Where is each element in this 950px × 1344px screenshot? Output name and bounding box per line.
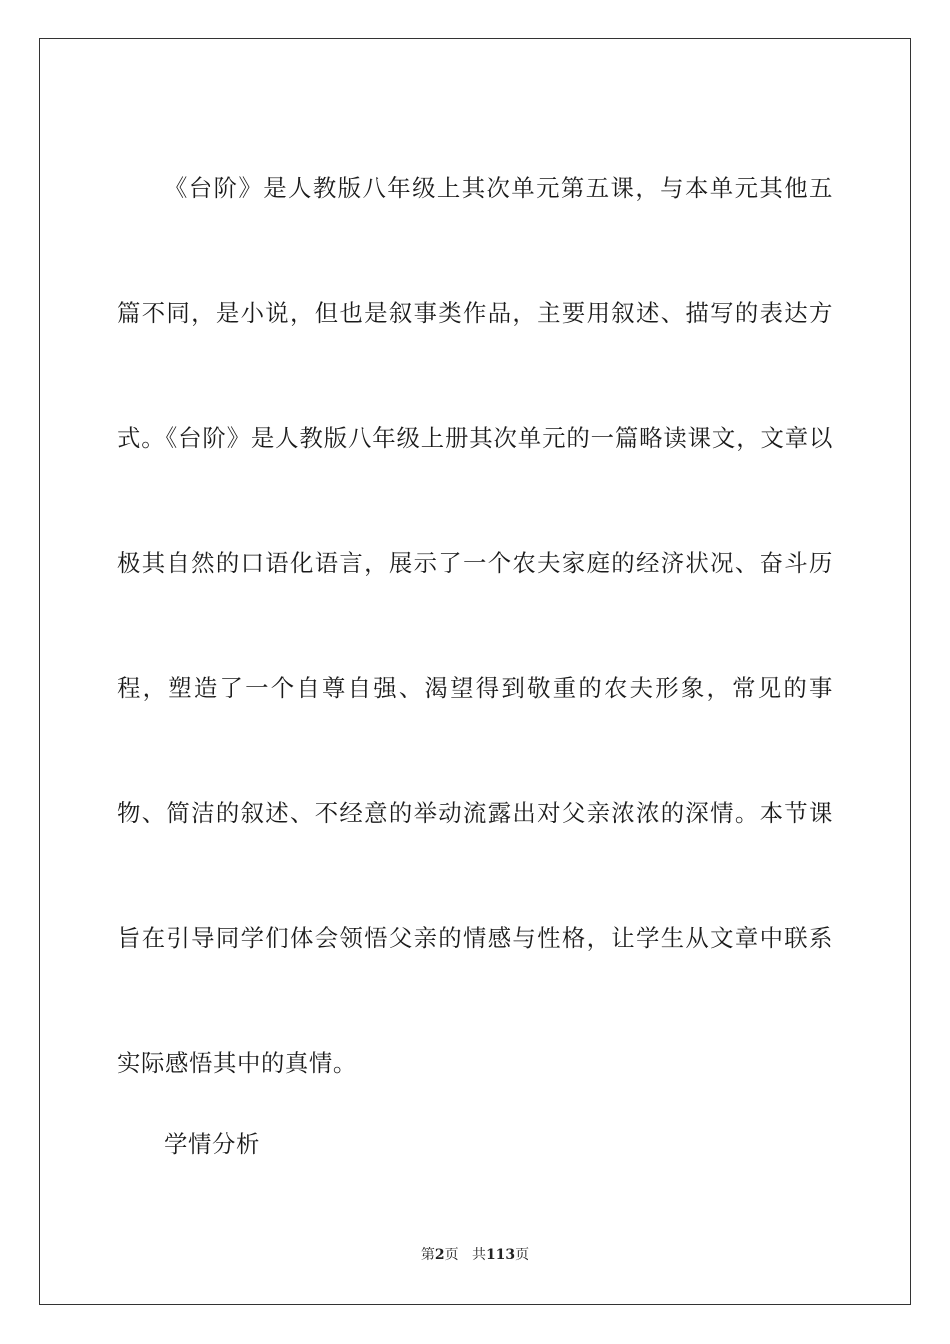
- section-heading: 学情分析: [164, 1130, 260, 1158]
- footer-total-pages: 113: [485, 1247, 516, 1263]
- footer-page-suffix: 页: [444, 1247, 459, 1263]
- footer-total-suffix: 页: [515, 1247, 530, 1263]
- page-footer: [0, 1245, 950, 1265]
- footer-page-number: 2: [434, 1247, 445, 1263]
- footer-total-prefix: 共: [471, 1247, 486, 1263]
- body-paragraph: 《台阶》是人教版八年级上其次单元第五课，与本单元其他五篇不同，是小说，但也是叙事类作品，主要用叙述、描写的表达方式。《台阶》是人教版八年级上册其次单元的一篇略读课文，文章以极其自然的口语化语言，展示了一个农夫家庭的经济状况、奋斗历程，塑造了一个自尊自强、渴望得到敬重的农夫形象，常见的事物、简洁的叙述、不经意的举动流露出对父亲浓浓的深情。本节课旨在引导同学们体会领悟父亲的情感与性格，让学生从文章中联系实际感悟其中的真情。: [117, 174, 833, 1077]
- footer-page-prefix: 第: [420, 1247, 435, 1263]
